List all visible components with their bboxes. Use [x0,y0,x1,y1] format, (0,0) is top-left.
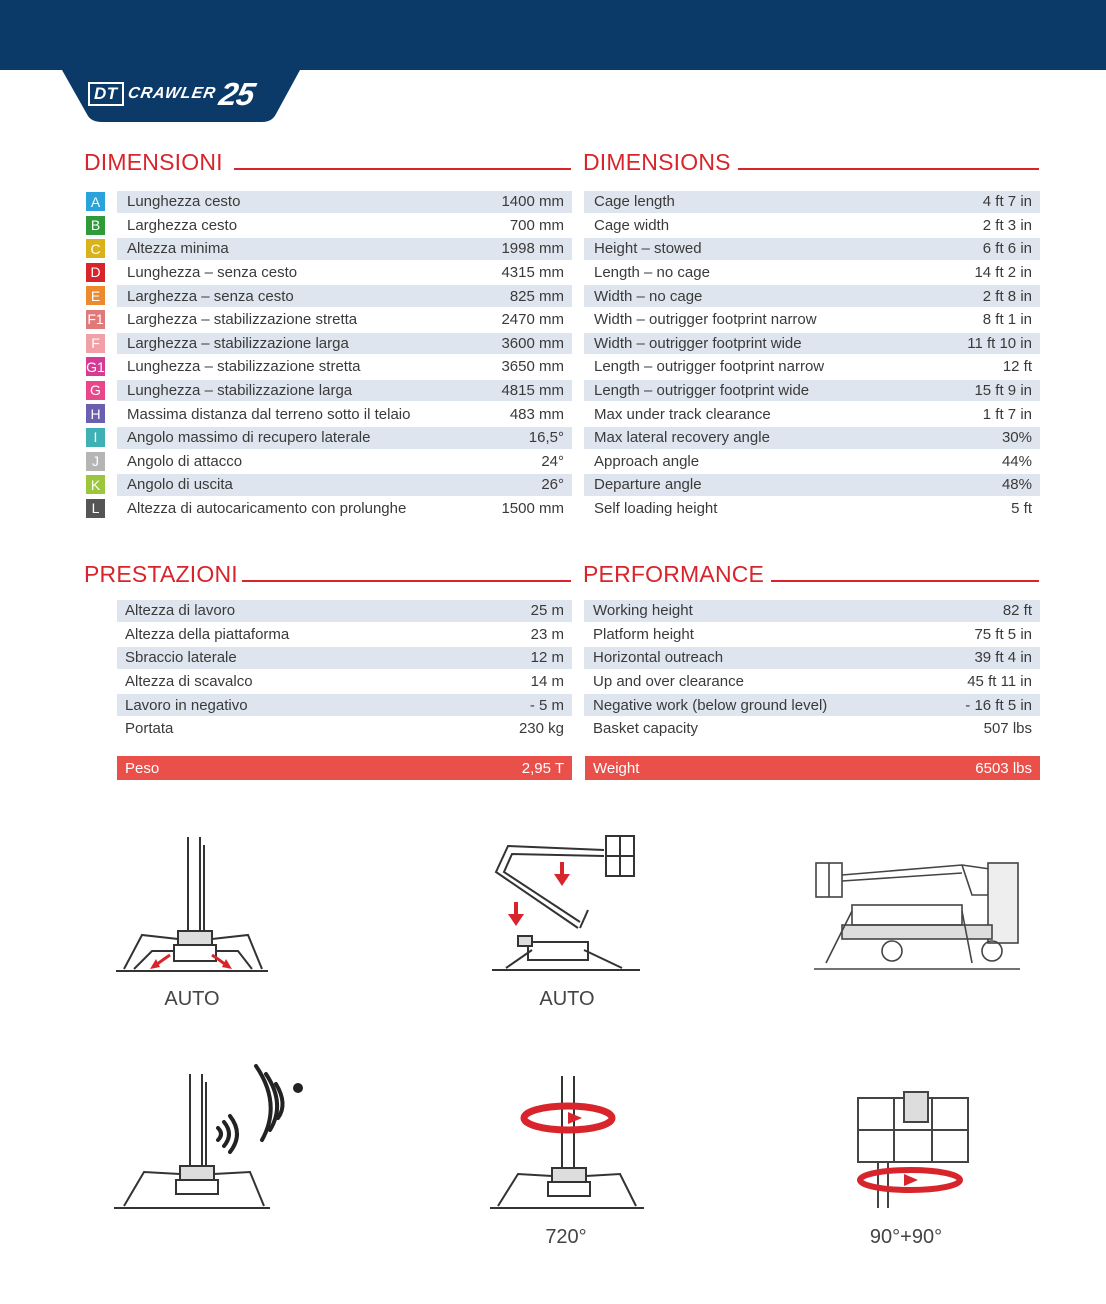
dimension-value-en: 14 ft 2 in [974,264,1032,282]
weight-value-en: 6503 lbs [975,759,1032,777]
dimension-label-it: Angolo di attacco [127,452,243,470]
dimension-row-en [584,355,1040,379]
dimension-value-en: 8 ft 1 in [982,311,1032,329]
dimension-value-it: 483 mm [509,405,564,423]
dimension-value-it: 4315 mm [501,264,564,282]
dimension-value-it: 2470 mm [501,311,564,329]
performance-label-en: Horizontal outreach [593,649,724,667]
dimension-row-it [84,402,572,426]
dimension-code-badge: C [86,239,105,258]
dimension-code-badge: B [86,216,105,235]
dimension-code-badge: F [86,334,105,353]
weight-value-it: 2,95 T [521,759,564,777]
logo-number: 25 [215,75,258,112]
dimension-row-it [84,497,572,521]
performance-row-en [584,623,1040,647]
performance-rule-it [242,580,571,582]
performance-value-it: 12 m [530,649,564,667]
dimension-value-it: 1998 mm [501,240,564,258]
dimension-value-en: 5 ft [1011,500,1032,518]
dimension-label-it: Larghezza cesto [127,216,238,234]
performance-row-it [84,693,572,717]
dimension-value-en: 30% [1001,429,1032,447]
dimension-code-badge: I [86,428,105,447]
dimension-value-it: 700 mm [509,216,564,234]
dimension-value-it: 825 mm [509,287,564,305]
dimension-row-en [584,190,1040,214]
dimension-row-en [584,379,1040,403]
logo-crawler: CRAWLER [126,85,218,102]
dimension-row-en [584,308,1040,332]
dimension-row-it [84,190,572,214]
dimension-code-badge: F1 [87,311,104,328]
dimension-label-it: Larghezza – stabilizzazione stretta [127,311,358,329]
self-loading-illustration [812,855,1022,980]
performance-label-en: Negative work (below ground level) [593,696,828,714]
performance-label-it: Portata [125,720,174,738]
dimension-label-en: Departure angle [594,476,702,494]
dimension-value-it: 3650 mm [501,358,564,376]
dimension-value-it: 4815 mm [501,382,564,400]
dimension-label-en: Width – outrigger footprint narrow [594,311,817,329]
dimension-row-it [84,261,572,285]
performance-row-it [84,717,572,741]
dimension-value-en: 6 ft 6 in [982,240,1032,258]
dimension-row-en [584,237,1040,261]
dimension-label-it: Altezza di autocaricamento con prolunghe [127,500,407,518]
performance-value-en: 75 ft 5 in [974,625,1032,643]
dimension-code-badge: H [86,404,105,423]
performance-value-it: - 5 m [529,696,564,714]
auto-outriggers-caption: AUTO [164,988,220,1010]
dimension-label-it: Larghezza – stabilizzazione larga [127,334,349,352]
dimension-row-en [584,497,1040,521]
dimensions-table-it [84,190,572,520]
performance-label-it: Lavoro in negativo [125,696,248,714]
dimension-row-it [84,308,572,332]
performance-value-en: 39 ft 4 in [974,649,1032,667]
dimensions-rule-it [234,168,571,170]
performance-value-it: 23 m [530,625,564,643]
header-bar [0,0,1106,70]
dimension-label-en: Max under track clearance [594,405,771,423]
performance-row-en [584,599,1040,623]
dimension-row-it [84,473,572,497]
dimension-label-it: Lunghezza cesto [127,193,241,211]
dimension-label-it: Massima distanza dal terreno sotto il telaio [127,405,411,423]
dimension-row-en [584,426,1040,450]
performance-row-it [84,670,572,694]
dimension-value-it: 24° [541,452,564,470]
dimension-value-it: 16,5° [528,429,564,447]
turret-rotation-caption: 720° [545,1226,587,1248]
weight-bar-it [117,756,572,780]
dimension-code-badge: A [86,192,105,211]
dimension-label-en: Cage length [594,193,675,211]
dimension-row-en [584,450,1040,474]
dimension-label-en: Width – outrigger footprint wide [594,334,802,352]
dimension-code-badge: K [86,475,105,494]
dimension-row-it [84,355,572,379]
performance-rule-en [771,580,1039,582]
dimension-label-it: Lunghezza – stabilizzazione larga [127,382,353,400]
performance-row-en [584,717,1040,741]
performance-title-en: PERFORMANCE [583,561,765,587]
dimension-value-en: 1 ft 7 in [982,405,1032,423]
performance-title-it: PRESTAZIONI [84,561,238,587]
basket-rotation-caption: 90°+90° [869,1226,943,1248]
performance-value-en: 82 ft [1002,602,1032,620]
dimension-code-badge: E [86,286,105,305]
dimension-label-en: Length – outrigger footprint narrow [594,358,825,376]
remote-control-illustration [110,1060,310,1215]
dimension-value-en: 11 ft 10 in [967,334,1032,352]
dimension-label-it: Lunghezza – stabilizzazione stretta [127,358,361,376]
dimension-row-it [84,332,572,356]
performance-table-en [584,599,1040,741]
dimension-row-it [84,379,572,403]
dimension-value-en: 48% [1001,476,1032,494]
dimensions-rule-en [738,168,1039,170]
dimension-value-en: 4 ft 7 in [982,193,1032,211]
dimension-row-it [84,214,572,238]
performance-value-en: 507 lbs [983,720,1032,738]
row-band [117,718,572,740]
performance-row-it [84,599,572,623]
auto-outriggers-illustration [112,835,272,980]
performance-row-en [584,646,1040,670]
dimension-row-en [584,473,1040,497]
performance-label-it: Altezza di scavalco [125,673,253,691]
weight-label-it: Peso [125,759,160,777]
performance-row-en [584,670,1040,694]
weight-label-en: Weight [593,759,640,777]
performance-table-it [84,599,572,741]
dimension-row-en [584,332,1040,356]
dimension-label-it: Angolo di uscita [127,476,233,494]
performance-label-it: Sbraccio laterale [125,649,237,667]
performance-value-en: - 16 ft 5 in [965,696,1032,714]
logo-dt: DT [88,82,124,106]
dimension-value-en: 2 ft 8 in [982,287,1032,305]
performance-value-it: 230 kg [518,720,564,738]
dimension-value-it: 1500 mm [501,500,564,518]
performance-label-en: Up and over clearance [593,673,744,691]
dimension-row-it [84,284,572,308]
dimension-row-en [584,261,1040,285]
dimension-value-en: 12 ft [1002,358,1032,376]
dimension-row-en [584,214,1040,238]
performance-label-en: Platform height [593,625,694,643]
performance-row-it [84,623,572,647]
dimension-label-en: Max lateral recovery angle [594,429,770,447]
dimension-label-en: Self loading height [594,500,718,518]
performance-label-it: Altezza della piattaforma [125,625,290,643]
auto-boom-caption: AUTO [539,988,595,1010]
dimension-label-en: Approach angle [594,452,700,470]
weight-bar-en [585,756,1040,780]
performance-value-en: 45 ft 11 in [967,673,1032,691]
dimension-row-it [84,450,572,474]
performance-row-it [84,646,572,670]
performance-label-en: Working height [593,602,693,620]
dimension-label-en: Width – no cage [594,287,703,305]
dimension-value-it: 1400 mm [501,193,564,211]
dimension-label-en: Length – no cage [594,264,710,282]
dimension-label-it: Lunghezza – senza cesto [127,264,298,282]
performance-value-it: 14 m [530,673,564,691]
dimension-row-it [84,426,572,450]
dimension-label-it: Angolo massimo di recupero laterale [127,429,371,447]
dimension-label-en: Height – stowed [594,240,702,258]
dimension-row-en [584,402,1040,426]
dimension-value-it: 3600 mm [501,334,564,352]
turret-rotation-illustration [488,1072,648,1217]
dimension-row-it [84,237,572,261]
dimension-value-en: 2 ft 3 in [982,216,1032,234]
dimension-row-en [584,284,1040,308]
performance-value-it: 25 m [530,602,564,620]
dimension-code-badge: J [86,452,105,471]
performance-row-en [584,693,1040,717]
dimension-value-en: 15 ft 9 in [974,382,1032,400]
dimension-code-badge: G [86,381,105,400]
product-logo [88,75,258,112]
auto-boom-illustration [488,832,648,977]
dimension-value-it: 26° [541,476,564,494]
dimension-label-en: Length – outrigger footprint wide [594,382,810,400]
dimensions-title-it: DIMENSIONI [84,149,223,175]
dimension-code-badge: D [86,263,105,282]
dimension-label-it: Larghezza – senza cesto [127,287,294,305]
performance-label-en: Basket capacity [593,720,699,738]
performance-label-it: Altezza di lavoro [125,602,236,620]
dimension-value-en: 44% [1001,452,1032,470]
basket-rotation-illustration [848,1088,978,1213]
dimension-label-en: Cage width [594,216,670,234]
dimension-code-badge: G1 [86,358,105,375]
dimension-label-it: Altezza minima [127,240,229,258]
dimensions-title-en: DIMENSIONS [583,149,731,175]
dimension-code-badge: L [86,499,105,518]
dimensions-table-en [584,190,1040,520]
